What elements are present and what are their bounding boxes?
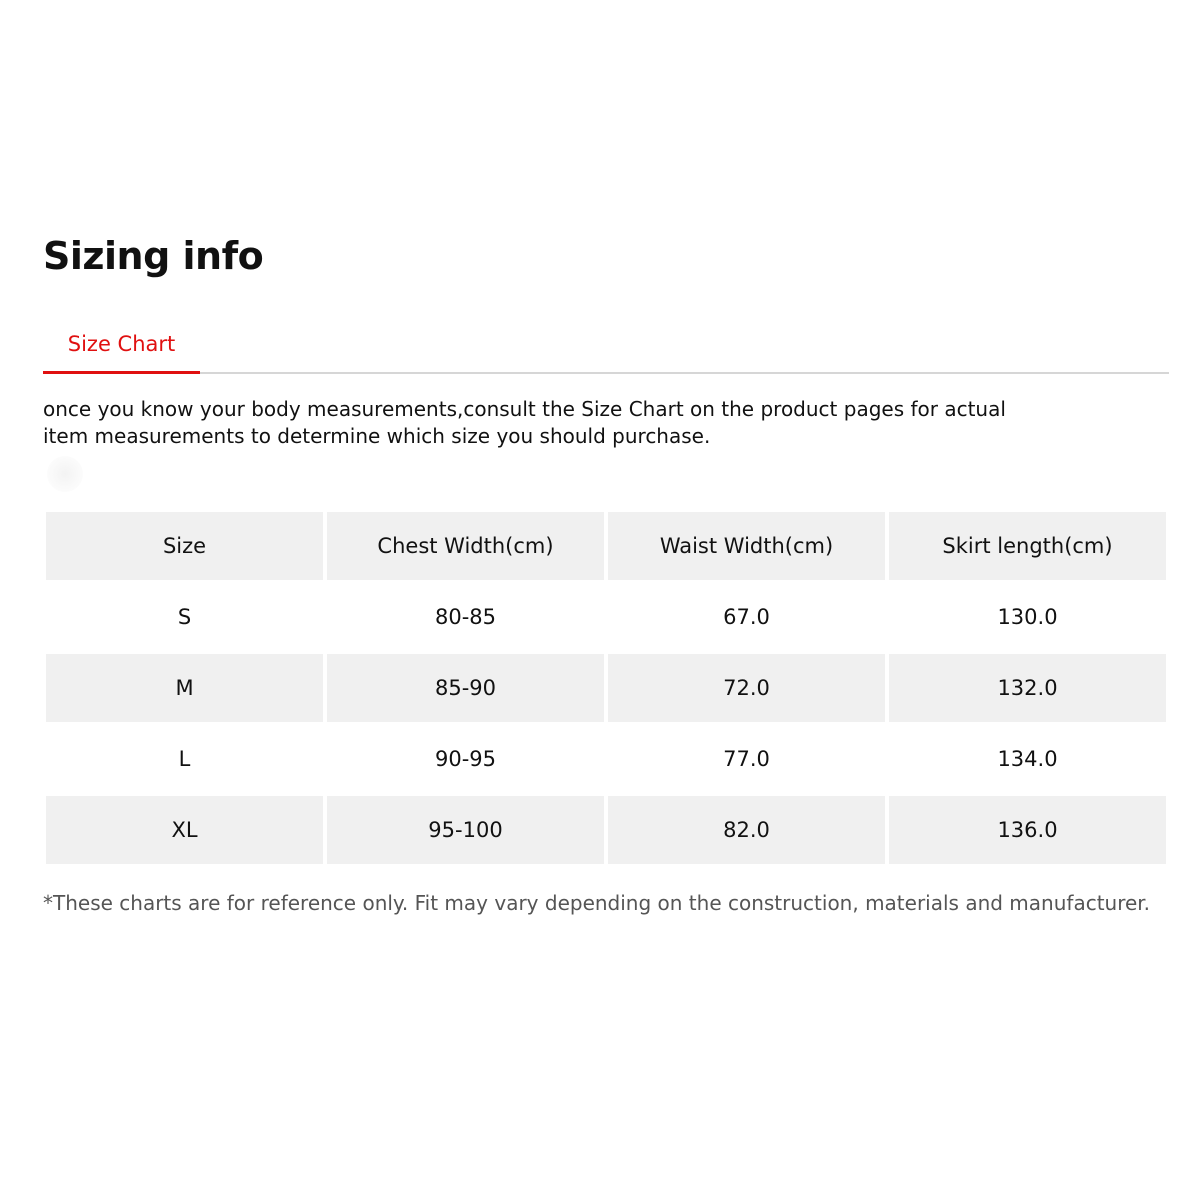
cell-size: XL [46, 796, 323, 864]
table-row [46, 583, 1166, 651]
cell-skirt-length: 132.0 [889, 654, 1166, 722]
cell-skirt-length: 130.0 [997, 605, 1058, 629]
sizing-info-section [43, 228, 1169, 916]
page-title: Sizing info [43, 234, 264, 278]
header-chest-width: Chest Width(cm) [327, 512, 604, 580]
table-row [46, 654, 1166, 722]
cell-skirt-length: 134.0 [997, 747, 1058, 771]
cell-chest-width: 90-95 [434, 747, 497, 771]
cell-chest-width: 85-90 [327, 654, 604, 722]
tab-size-chart-label: Size Chart [67, 332, 176, 356]
cell-skirt-length: 136.0 [889, 796, 1166, 864]
loading-dot-icon [47, 456, 83, 492]
cell-waist-width: 67.0 [723, 605, 770, 629]
size-chart-table [42, 512, 1170, 864]
cell-waist-width: 82.0 [608, 796, 885, 864]
reference-note: *These charts are for reference only. Fit may vary depending on the construction, materials and manufacturer. [43, 891, 1151, 915]
tab-bar [43, 322, 1169, 374]
header-skirt-length: Skirt length(cm) [889, 512, 1166, 580]
size-chart-table-wrapper [46, 512, 1166, 864]
cell-waist-width: 72.0 [608, 654, 885, 722]
intro-text: once you know your body measurements,consult the Size Chart on the product pages for actual item measurements to determine which size you should purchase. [43, 397, 1006, 448]
table-row [46, 796, 1166, 864]
table-header-row [46, 512, 1166, 580]
cell-chest-width: 95-100 [327, 796, 604, 864]
cell-chest-width: 80-85 [434, 605, 497, 629]
cell-size: M [46, 654, 323, 722]
header-waist-width: Waist Width(cm) [608, 512, 885, 580]
tab-size-chart[interactable] [43, 326, 200, 374]
table-row [46, 725, 1166, 793]
cell-size: S [177, 605, 192, 629]
cell-size: L [178, 747, 191, 771]
cell-waist-width: 77.0 [723, 747, 770, 771]
header-size: Size [46, 512, 323, 580]
